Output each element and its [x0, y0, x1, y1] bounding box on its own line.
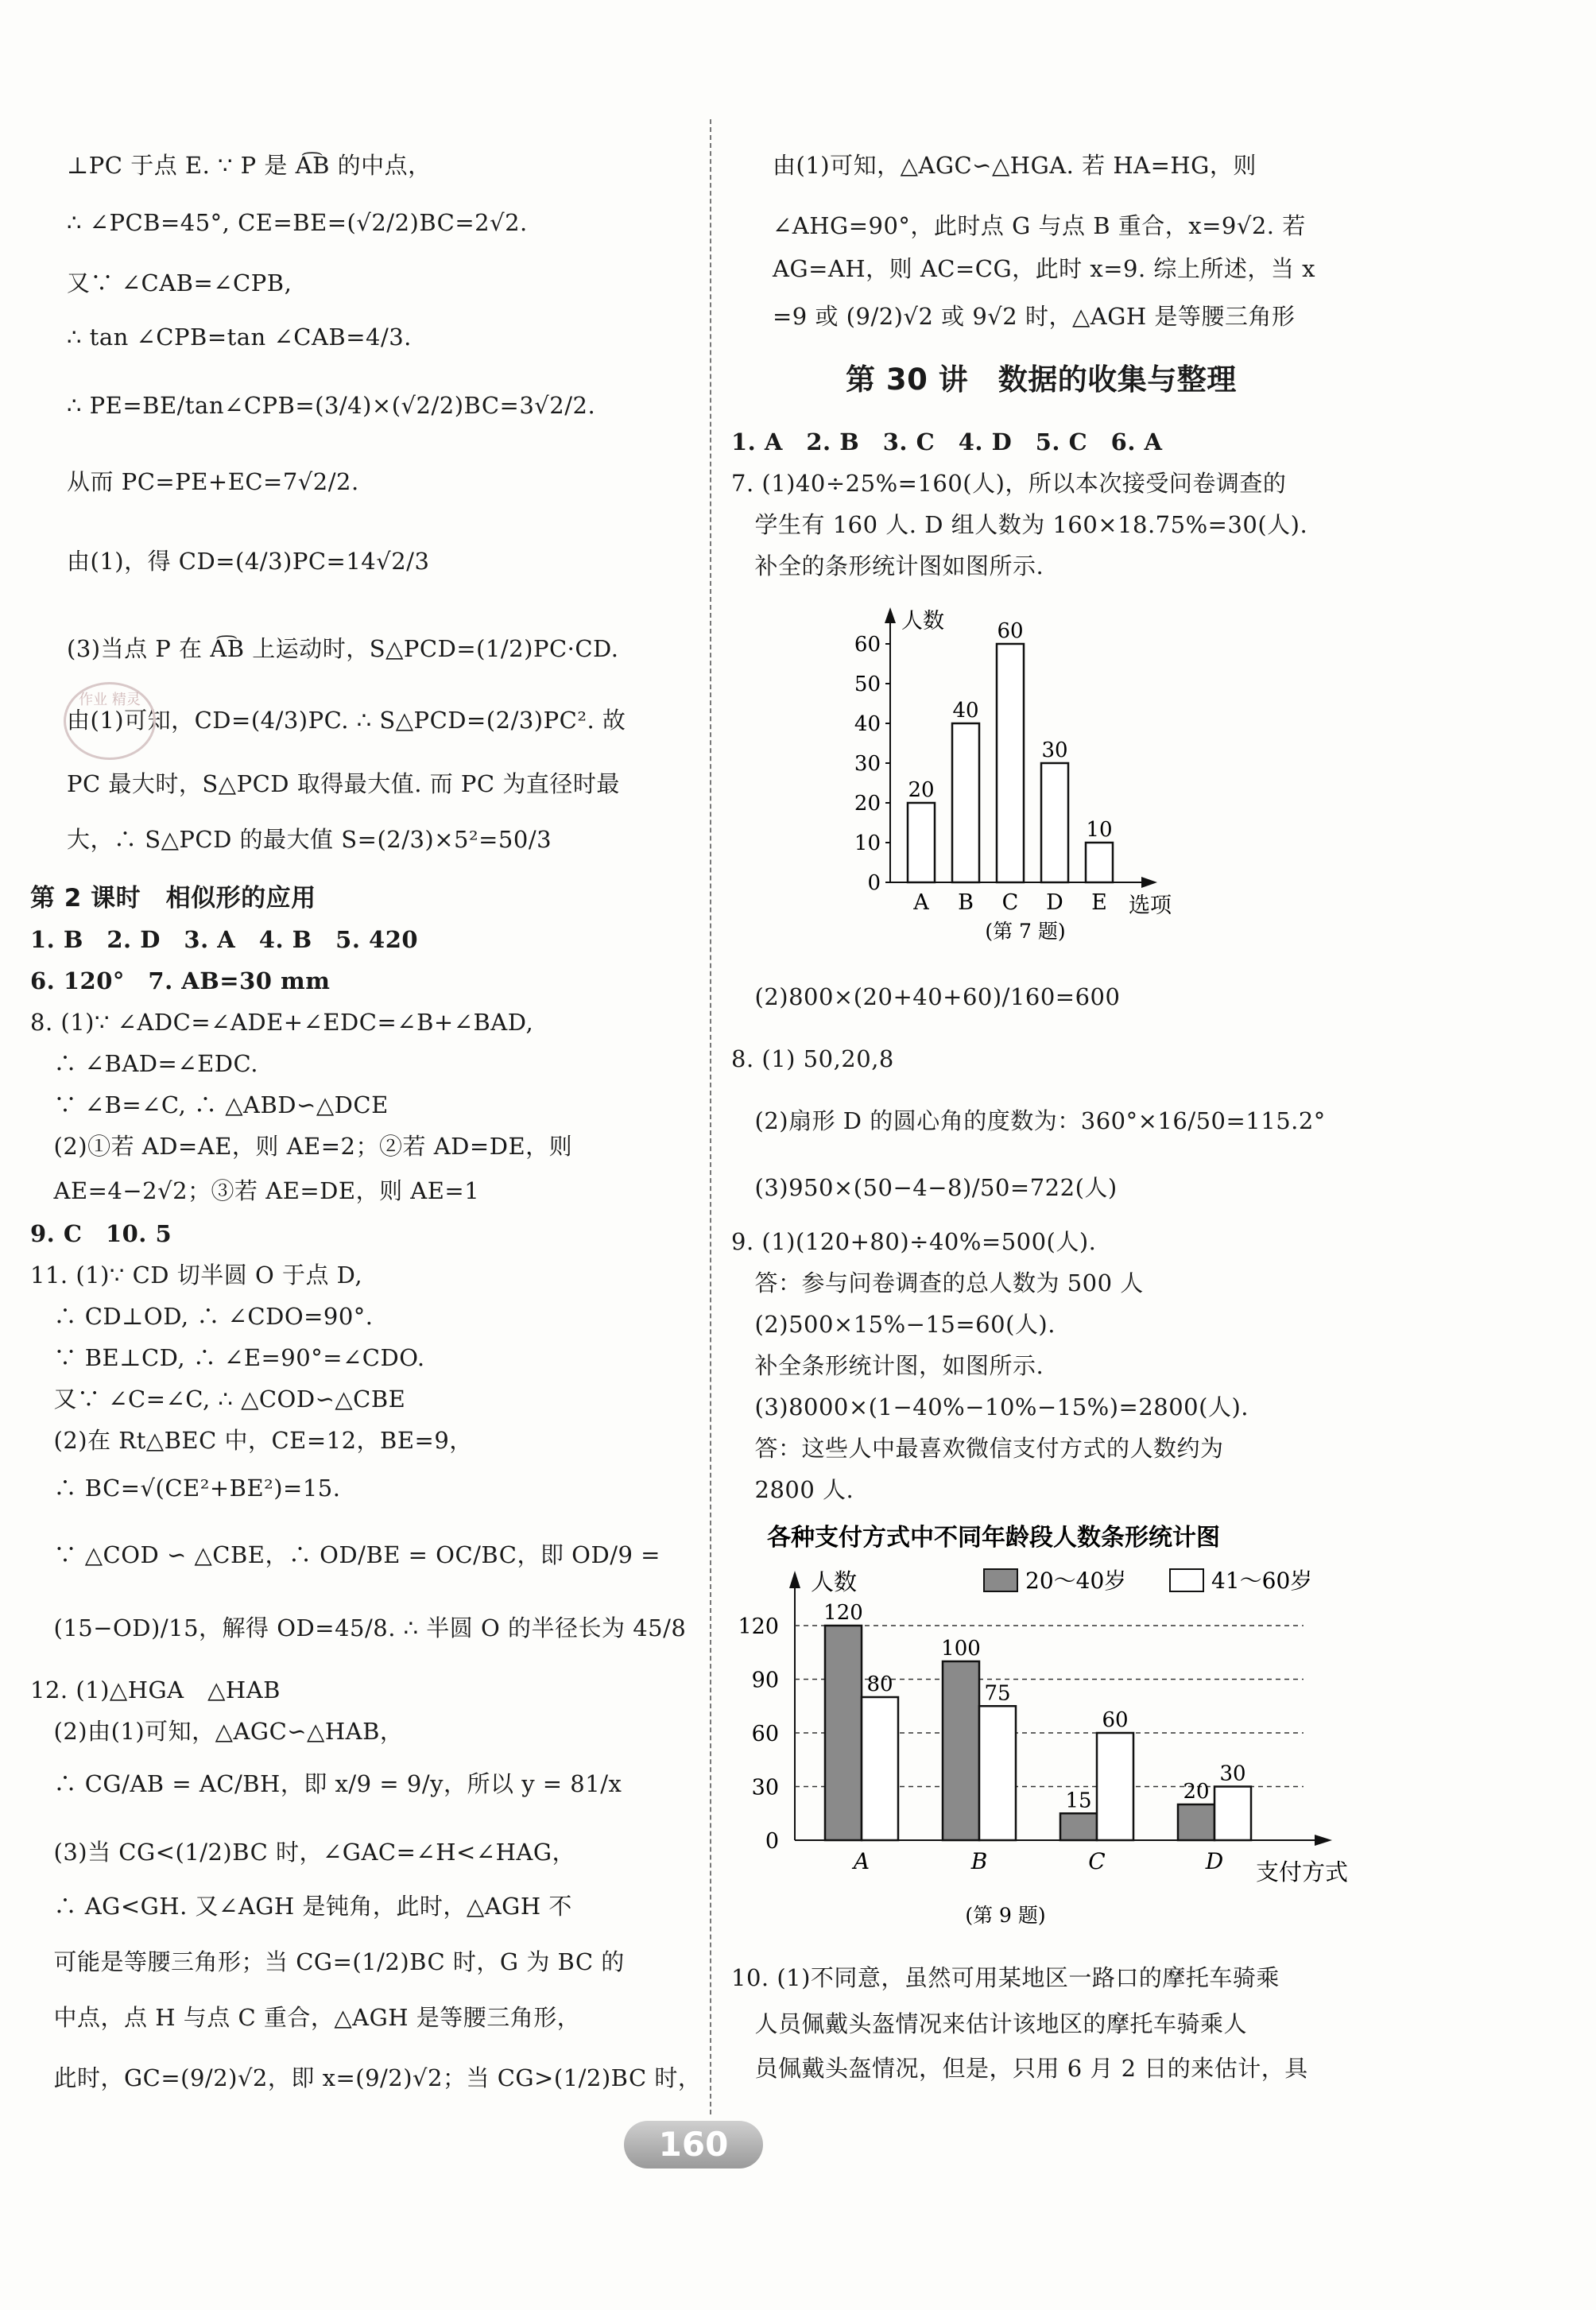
y-tick-label: 20	[854, 792, 881, 816]
y-axis-label: 人数	[901, 609, 944, 634]
legend-label: 41～60岁	[1211, 1568, 1313, 1594]
text-line: ∴ ∠BAD=∠EDC.	[30, 1050, 258, 1077]
chart-caption: (第 7 题)	[985, 920, 1066, 943]
text-line: 又∵ ∠C=∠C, ∴ △COD∽△CBE	[30, 1386, 406, 1413]
grouped-bar-chart-q9	[731, 1518, 1391, 1940]
text-line: 10. (1)不同意，虽然可用某地区一路口的摩托车骑乘	[731, 1964, 1280, 1991]
y-tick-label: 40	[854, 712, 881, 736]
bar	[1086, 843, 1113, 882]
x-tick-label: A	[913, 890, 929, 915]
bar-chart-q7	[827, 596, 1208, 946]
legend-label: 20～40岁	[1025, 1568, 1127, 1594]
data-label: 30	[1041, 738, 1068, 762]
data-label: 75	[984, 1681, 1011, 1706]
bar	[862, 1697, 898, 1840]
text-line: ∴ ∠PCB=45°, CE=BE=(√2/2)BC=2√2.	[67, 209, 528, 236]
y-tick-label: 0	[765, 1829, 779, 1854]
bar	[997, 644, 1024, 882]
text-line: 中点，点 H 与点 C 重合，△AGH 是等腰三角形，	[30, 2004, 581, 2031]
text-line: 由(1)可知，△AGC∽△HGA. 若 HA=HG，则	[773, 152, 1257, 179]
text-line: (2)在 Rt△BEC 中，CE=12，BE=9，	[30, 1427, 473, 1454]
text-line: 答：参与问卷调查的总人数为 500 人	[731, 1269, 1144, 1296]
data-label: 10	[1086, 818, 1113, 842]
text-line: 12. (1)△HGA △HAB	[30, 1676, 281, 1703]
legend-swatch	[984, 1569, 1017, 1591]
text-line: 员佩戴头盔情况，但是，只用 6 月 2 日的来估计，具	[731, 2055, 1308, 2082]
text-line: (15−OD)/15，解得 OD=45/8. ∴ 半圆 O 的半径长为 45/8	[30, 1614, 687, 1641]
y-axis-label: 人数	[811, 1568, 858, 1595]
text-line: 此时，GC=(9/2)√2，即 x=(9/2)√2；当 CG>(1/2)BC 时，	[30, 2064, 702, 2091]
data-label: 20	[1183, 1780, 1210, 1804]
text-line: (3)当点 P 在 A͡B 上运动时，S△PCD=(1/2)PC·CD.	[67, 635, 619, 662]
x-tick-label: C	[1001, 890, 1019, 915]
column-divider	[710, 119, 711, 2114]
text-line: 1. A 2. B 3. C 4. D 5. C 6. A	[731, 428, 1163, 455]
text-line: 9. (1)(120+80)÷40%=500(人).	[731, 1228, 1097, 1255]
text-line: ∵ △COD ∽ △CBE，∴ OD/BE = OC/BC，即 OD/9 =	[30, 1541, 660, 1568]
y-axis-arrow	[885, 607, 896, 623]
text-line: ∴ PE=BE/tan∠CPB=(3/4)×(√2/2)BC=3√2/2.	[67, 392, 596, 419]
y-tick-label: 0	[867, 871, 881, 895]
text-line: 7. (1)40÷25%=160(人)，所以本次接受问卷调查的	[731, 470, 1287, 497]
text-line: ∵ BE⊥CD, ∴ ∠E=90°=∠CDO.	[30, 1344, 425, 1371]
text-line: 人员佩戴头盔情况来估计该地区的摩托车骑乘人	[731, 2010, 1248, 2037]
text-line: ∴ CG/AB = AC/BH，即 x/9 = 9/y，所以 y = 81/x	[30, 1770, 622, 1797]
text-line: AG=AH，则 AC=CG，此时 x=9. 综上所述，当 x	[773, 255, 1315, 282]
text-line: 补全的条形统计图如图所示.	[731, 552, 1044, 579]
text-line: (2)扇形 D 的圆心角的度数为：360°×16/50=115.2°	[731, 1107, 1326, 1134]
y-tick-label: 120	[738, 1614, 779, 1639]
text-line: 6. 120° 7. AB=30 mm	[30, 967, 331, 994]
data-label: 60	[1102, 1708, 1129, 1732]
x-tick-label: A	[853, 1848, 870, 1874]
text-line: 8. (1) 50,20,8	[731, 1045, 894, 1072]
text-line: 2800 人.	[731, 1476, 854, 1503]
text-line: 可能是等腰三角形；当 CG=(1/2)BC 时，G 为 BC 的	[30, 1948, 625, 1975]
text-line: ∴ BC=√(CE²+BE²)=15.	[30, 1475, 341, 1502]
text-line: (3)当 CG<(1/2)BC 时，∠GAC=∠H<∠HAG，	[30, 1839, 575, 1866]
y-tick-label: 60	[751, 1722, 779, 1746]
bar	[1178, 1804, 1214, 1840]
stamp-watermark: 作业 精灵	[64, 682, 156, 760]
text-line: ∠AHG=90°，此时点 G 与点 B 重合，x=9√2. 若	[773, 212, 1306, 239]
y-tick-label: 30	[751, 1775, 779, 1800]
section-heading: 第 2 课时 相似形的应用	[30, 884, 316, 913]
text-line: PC 最大时，S△PCD 取得最大值. 而 PC 为直径时最	[67, 770, 620, 797]
text-line: (2)500×15%−15=60(人).	[731, 1311, 1056, 1338]
text-line: ∴ tan ∠CPB=tan ∠CAB=4/3.	[67, 324, 412, 351]
bar	[1060, 1813, 1097, 1840]
x-tick-label: C	[1088, 1848, 1106, 1874]
text-line: 学生有 160 人. D 组人数为 160×18.75%=30(人).	[731, 511, 1308, 538]
bar	[952, 723, 979, 882]
lecture-heading: 第 30 讲 数据的收集与整理	[846, 362, 1237, 397]
legend-swatch	[1170, 1569, 1203, 1591]
text-line: 答：这些人中最喜欢微信支付方式的人数约为	[731, 1435, 1224, 1462]
bar	[1214, 1787, 1251, 1841]
text-line: 1. B 2. D 3. A 4. B 5. 420	[30, 926, 419, 953]
x-axis-label: 选项	[1129, 893, 1172, 918]
y-tick-label: 90	[751, 1668, 779, 1693]
chart-caption: (第 9 题)	[965, 1904, 1046, 1927]
text-line: ⊥PC 于点 E. ∵ P 是 A͡B 的中点，	[67, 152, 432, 179]
y-tick-label: 60	[854, 633, 881, 657]
text-line: 9. C 10. 5	[30, 1220, 172, 1247]
data-label: 20	[908, 778, 935, 802]
data-label: 120	[823, 1601, 863, 1625]
bar	[943, 1661, 979, 1840]
y-tick-label: 30	[854, 752, 881, 776]
x-tick-label: E	[1091, 890, 1107, 915]
text-line: 又∵ ∠CAB=∠CPB,	[67, 269, 292, 297]
text-line: (3)950×(50−4−8)/50=722(人)	[731, 1174, 1118, 1201]
page-number-badge: 160	[624, 2121, 763, 2169]
y-tick-label: 10	[854, 831, 881, 855]
x-axis-label: 支付方式	[1256, 1858, 1349, 1886]
text-line: ∴ CD⊥OD, ∴ ∠CDO=90°.	[30, 1303, 374, 1330]
text-line: (2)由(1)可知，△AGC∽△HAB，	[30, 1718, 404, 1745]
bar	[979, 1706, 1016, 1840]
text-line: 大，∴ S△PCD 的最大值 S=(2/3)×5²=50/3	[67, 826, 552, 853]
data-label: 100	[941, 1637, 981, 1661]
text-line: ∵ ∠B=∠C, ∴ △ABD∽△DCE	[30, 1091, 389, 1118]
bar	[1041, 763, 1068, 882]
text-line: 11. (1)∵ CD 切半圆 O 于点 D,	[30, 1262, 363, 1289]
x-tick-label: B	[970, 1848, 988, 1874]
data-label: 60	[997, 619, 1024, 643]
bar	[908, 803, 935, 882]
x-axis-arrow	[1315, 1835, 1332, 1846]
x-axis-arrow	[1141, 877, 1157, 888]
y-tick-label: 50	[854, 672, 881, 696]
text-line: ∴ AG<GH. 又∠AGH 是钝角，此时，△AGH 不	[30, 1893, 572, 1920]
x-tick-label: D	[1046, 890, 1063, 915]
text-line: 由(1)，得 CD=(4/3)PC=14√2/3	[67, 548, 430, 575]
bar	[825, 1626, 862, 1840]
data-label: 80	[866, 1672, 893, 1696]
text-line: 从而 PC=PE+EC=7√2/2.	[67, 468, 359, 495]
text-line: =9 或 (9/2)√2 或 9√2 时，△AGH 是等腰三角形	[773, 303, 1296, 330]
y-axis-arrow	[789, 1571, 800, 1588]
x-tick-label: B	[958, 890, 974, 915]
text-line: (3)8000×(1−40%−10%−15%)=2800(人).	[731, 1393, 1249, 1420]
data-label: 30	[1219, 1762, 1246, 1786]
data-label: 40	[952, 699, 979, 723]
text-line: 8. (1)∵ ∠ADC=∠ADE+∠EDC=∠B+∠BAD,	[30, 1009, 534, 1036]
x-tick-label: D	[1205, 1848, 1224, 1874]
chart-title: 各种支付方式中不同年龄段人数条形统计图	[767, 1524, 1220, 1552]
text-line: (2)①若 AD=AE，则 AE=2；②若 AD=DE，则	[30, 1133, 573, 1160]
data-label: 15	[1065, 1789, 1092, 1813]
text-line: AE=4−2√2；③若 AE=DE，则 AE=1	[30, 1177, 480, 1204]
text-line: 补全条形统计图，如图所示.	[731, 1352, 1044, 1379]
text-line: 由(1)可知，CD=(4/3)PC. ∴ S△PCD=(2/3)PC². 故	[67, 707, 626, 734]
bar	[1097, 1733, 1133, 1840]
text-line: (2)800×(20+40+60)/160=600	[731, 983, 1121, 1010]
